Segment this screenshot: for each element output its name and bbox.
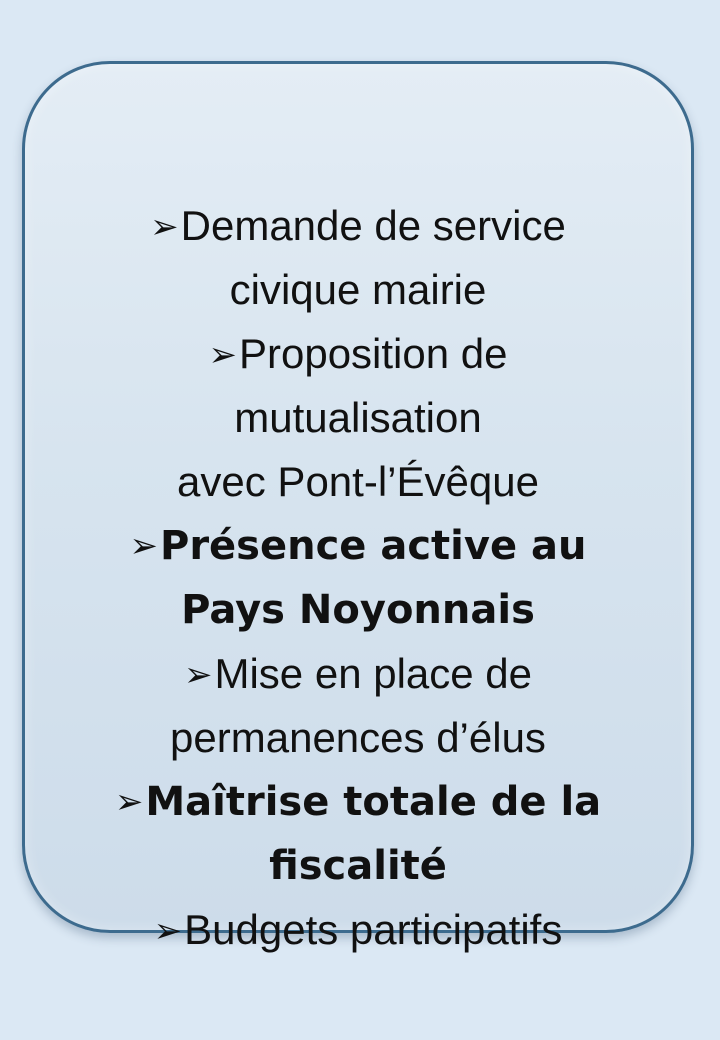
bullet-item-4-line-1 <box>25 642 691 706</box>
bullet-item-5-line-1 <box>25 770 691 834</box>
bullet-item-4-line-2 <box>25 706 691 770</box>
bullet-item-text: Budgets participatifs <box>184 906 563 953</box>
arrow-bullet-icon: ➢ <box>183 655 213 695</box>
bullet-item-text: fiscalité <box>269 843 447 889</box>
bullet-item-text: civique mairie <box>229 266 487 313</box>
bullet-item-1-line-2 <box>25 258 691 322</box>
bullet-item-3-line-2 <box>25 578 691 642</box>
bullet-item-text: Demande de service <box>180 202 566 249</box>
bullet-item-text: Maîtrise totale de la <box>145 779 602 825</box>
arrow-bullet-icon: ➢ <box>208 335 237 375</box>
bullet-item-text: permanences d’élus <box>170 714 546 761</box>
bullet-list <box>25 194 691 962</box>
bullet-item-3-line-1 <box>25 514 691 578</box>
bullet-item-text: Proposition de <box>238 330 508 377</box>
bullet-item-2-line-2 <box>25 386 691 450</box>
bullet-item-6-line-1 <box>25 898 691 962</box>
arrow-bullet-icon: ➢ <box>153 911 183 951</box>
arrow-bullet-icon: ➢ <box>114 782 144 822</box>
bullet-item-2-line-1 <box>25 322 691 386</box>
bullet-item-text: Présence active au <box>160 523 587 569</box>
bullet-item-2-line-3 <box>25 450 691 514</box>
bullet-item-text: Pays Noyonnais <box>181 587 535 633</box>
arrow-bullet-icon: ➢ <box>129 526 158 566</box>
bullet-item-1-line-1 <box>25 194 691 258</box>
bullet-item-text: avec Pont-l’Évêque <box>177 458 539 505</box>
rounded-info-card <box>22 61 694 953</box>
bullet-item-5-line-2 <box>25 834 691 898</box>
arrow-bullet-icon: ➢ <box>150 207 179 247</box>
bullet-item-text: Mise en place de <box>214 650 533 697</box>
bullet-item-text: mutualisation <box>234 394 482 441</box>
